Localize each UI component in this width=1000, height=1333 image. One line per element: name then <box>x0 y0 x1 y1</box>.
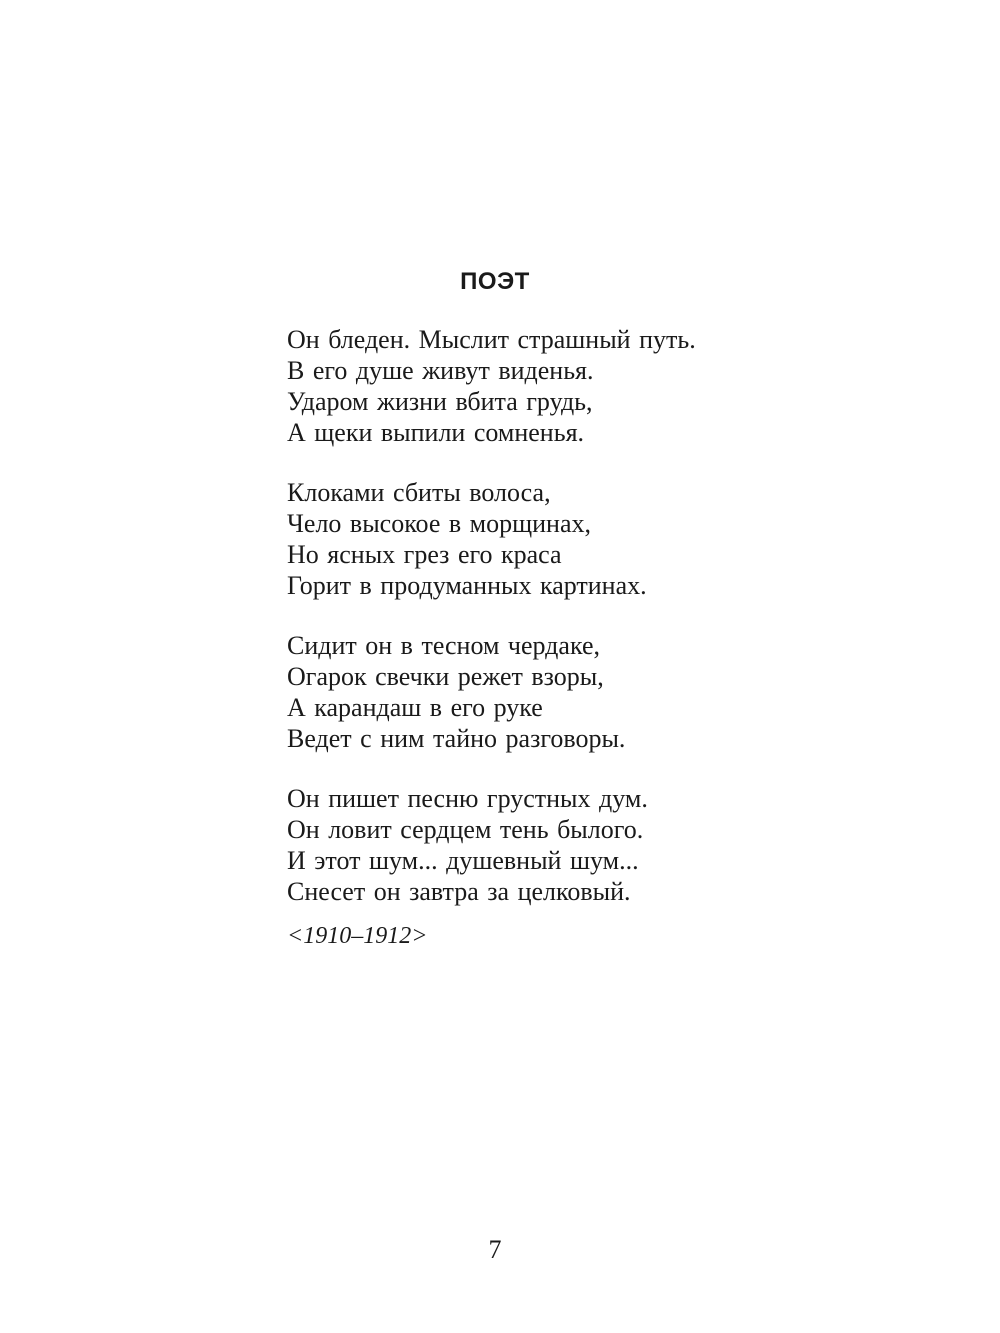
poem-date: <1910–1912> <box>287 923 428 949</box>
stanza-2 <box>287 477 887 601</box>
poem-line: Ведет с ним тайно разговоры. <box>287 724 626 753</box>
poem-line: А карандаш в его руке <box>287 693 543 722</box>
poem-title: ПОЭТ <box>460 268 530 295</box>
poem-line: Ударом жизни вбита грудь, <box>287 387 593 416</box>
poem-line: Сидит он в тесном чердаке, <box>287 631 600 660</box>
poem-line: И этот шум... душевный шум... <box>287 846 639 875</box>
poem-line: Но ясных грез его краса <box>287 540 562 569</box>
poem-line: Он ловит сердцем тень былого. <box>287 815 644 844</box>
poem-line: Огарок свечки режет взоры, <box>287 662 604 691</box>
stanza-4 <box>287 783 887 907</box>
poem-line: Он пишет песню грустных дум. <box>287 784 648 813</box>
page-number: 7 <box>488 1235 502 1264</box>
poem-line: Он бледен. Мыслит страшный путь. <box>287 325 696 354</box>
stanza-1 <box>287 324 887 448</box>
poem-line: Снесет он завтра за целковый. <box>287 877 631 906</box>
poem-line: Чело высокое в морщинах, <box>287 509 591 538</box>
poem-line: В его душе живут виденья. <box>287 356 594 385</box>
poem-line: Клоками сбиты волоса, <box>287 478 551 507</box>
poem-line: А щеки выпили сомненья. <box>287 418 585 447</box>
stanza-3 <box>287 630 887 754</box>
poem-line: Горит в продуманных картинах. <box>287 571 647 600</box>
